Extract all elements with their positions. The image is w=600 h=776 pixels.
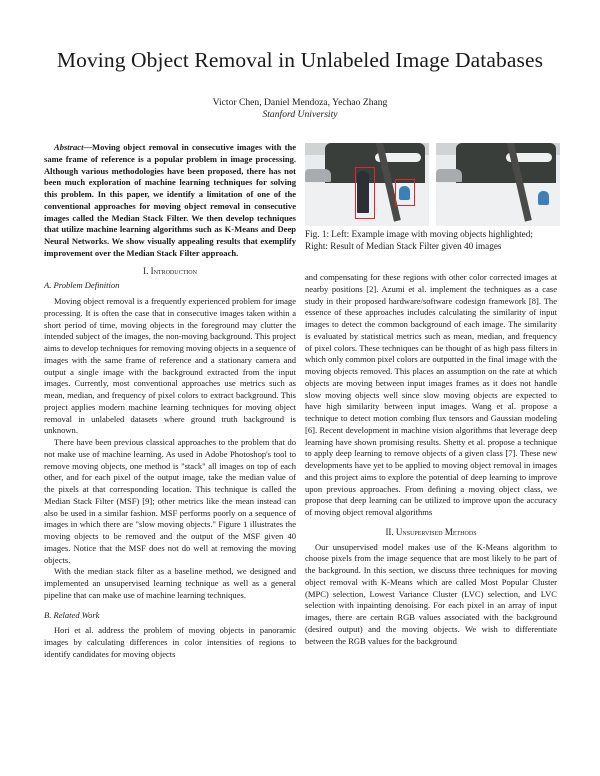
paragraph: and compensating for these regions with other color corrected images at nearby positions [2]. Azumi et al. implement the techniques as a case study in their proposed hardware/software codesign framework [8]. The essence of these approaches includes calculating the similarity of input images to detect the common background of each image. The similarity is evaluated by statistical metrics such as mean, median, and frequency of pixel colors. These techniques can be thought of as high pass filters in which only common pixel colors are outputted in the final image with the moving objects removed. This places an assumption on the rate at which objects are moving between input images frames as it does not handle slow moving objects well since slow moving objects are expected to have high similarity between input images. Wang et al. propose a technique to detect motion combing flux tensors and Gaussian modeling [6]. Recent development in machine vision algorithms that leverage deep learning have shown promising results. Shetty et al. propose a technique to apply deep learning to remove objects of a given class [7]. These new developments have yet to be applied to moving object removal in images and this project aims to explore the potential of deep learning to improve upon previous approaches. From defining a moving object class, we propose that deep learning can be utilized to improve upon the accuracy of moving object removal algorithms xyxy=(305,272,557,517)
paragraph: There have been previous classical approaches to the problem that do not make use of machine learning. As used in Adobe Photoshop's tool to remove moving objects, one method is "stack" all images on top of each other, and for each pixel of the output image, take the median value of the pixels at that corresponding location. This technique is called the Median Stack Filter (MSF) [9]; other metrics like the mean instead can also be used in a similar fashion. MSF performs poorly on a sequence of images in which there are "slow moving objects." Figure 1 illustrates the moving objects to be removed and the output of the MSF given 40 images. Notice that the MSF does not do well at removing the moving objects. xyxy=(44,437,296,565)
caption-line: Fig. 1: Left: Example image with moving objects highlighted; xyxy=(305,229,533,239)
section-heading-introduction: I. Introduction xyxy=(143,265,197,276)
authors: Victor Chen, Daniel Mendoza, Yechao Zhang xyxy=(212,97,388,108)
paragraph: With the median stack filter as a baseline method, we designed and implemented an unsupervised learning technique as well as a general pipeline that can make use of machine learning techniques. xyxy=(44,566,296,600)
abstract xyxy=(44,142,296,260)
highlight-box xyxy=(395,179,415,206)
median-stack-result-image xyxy=(436,143,560,226)
affiliation: Stanford University xyxy=(262,109,338,120)
figure-caption xyxy=(305,228,563,252)
subsection-heading-problem-definition: A. Problem Definition xyxy=(44,280,120,291)
highlight-box xyxy=(355,167,375,219)
subsection-heading-related-work: B. Related Work xyxy=(44,609,100,620)
paragraph: Moving object removal is a frequently experienced problem for image processing. It is often the case that in consecutive images taken within a short period of time, moving objects in the foreground may clutter the intended subject of the images, the non-moving background. This project aims to develop techniques for removing moving objects in a sequence of images with the same frame of reference and a stationary camera and output a single image with the background extracted from the input images. Currently, most conventional approaches use metrics such as mean, median, and frequency of pixel colors to extract background. This project applies modern machine learning techniques for moving object removal in unlabeled datasets where ground truth background is unknown. xyxy=(44,296,296,436)
paper-title: Moving Object Removal in Unlabeled Image Databases xyxy=(56,48,544,72)
right-column xyxy=(305,272,557,647)
section-heading-unsupervised-methods: II. Unsupervised Methods xyxy=(385,526,477,537)
left-column xyxy=(44,142,296,661)
paragraph: Our unsupervised model makes use of the K-Means algorithm to choose pixels from the image sequence that are most likely to be part of the background. In this section, we discuss three techniques for moving object removal with K-Means which are called Most Popular Cluster (MPC) selection, Lowest Variance Cluster (LVC) selection, and LVC selection with inpainting denoising. For each pixel in an array of input images, there are certain RGB values associated with the background (desired output) and the moving objects. We wish to differentiate between the RGB values for the background xyxy=(305,541,557,646)
example-image-highlighted xyxy=(305,143,429,226)
figure-1 xyxy=(305,143,560,227)
caption-line: Right: Result of Median Stack Filter given 40 images xyxy=(305,241,502,251)
abstract-text: —Moving object removal in consecutive images with the same frame of reference is a popular problem in image processing. Although various methodologies have been proposed, there has not been much exploration of machine learning techniques for solving this problem. In this paper, we identify a limitation of one of the conventional approaches for moving object removal in consecutive images called the Median Stack Filter. We then develop techniques that utilize machine learning algorithms such as K-Means and Deep Neural Networks. We show visually appealing results that exemplify improvement over the Median Stack Filter approach. xyxy=(44,142,296,258)
paragraph: Hori et al. address the problem of moving objects in panoramic images by calculating differences in color intensities of regions to identify candidates for moving objects xyxy=(44,625,296,659)
abstract-label: Abstract xyxy=(54,142,84,152)
